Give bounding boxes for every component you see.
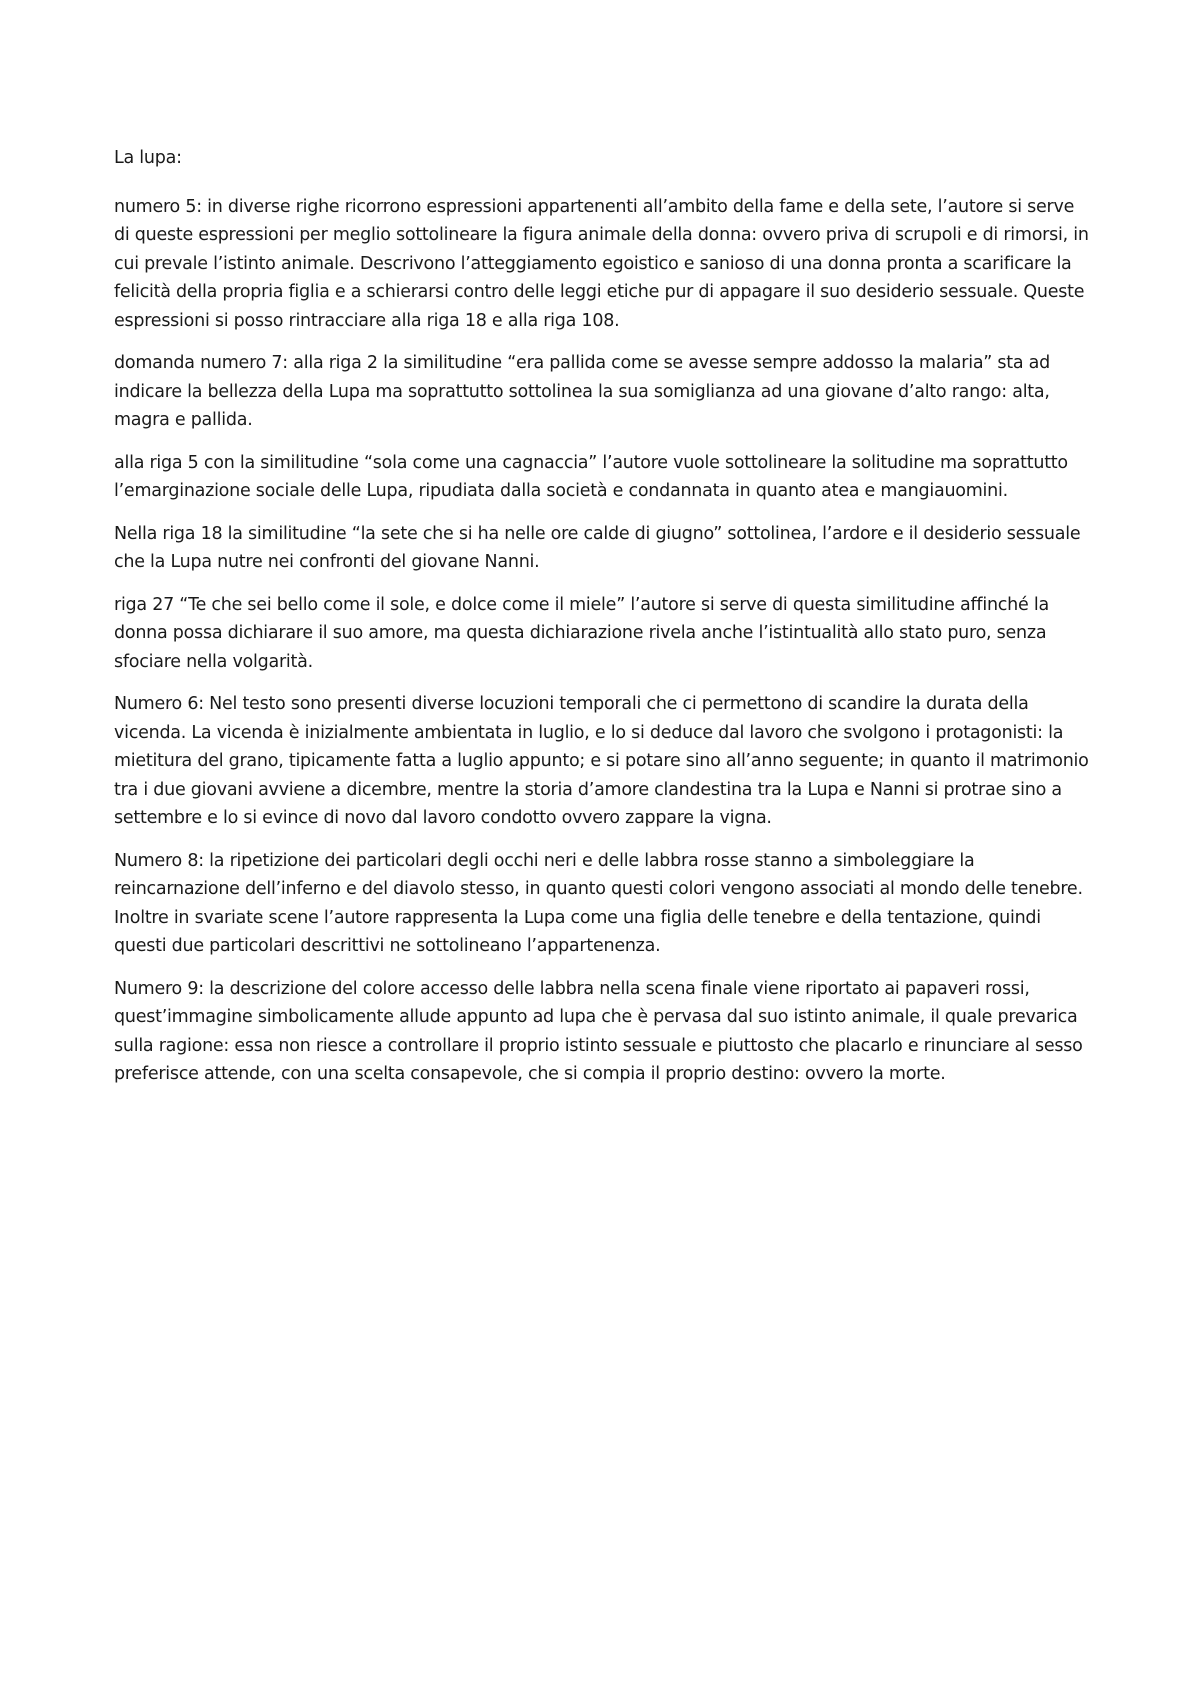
document-title: La lupa:	[114, 148, 182, 168]
paragraph-riga-18: Nella riga 18 la similitudine “la sete che si ha nelle ore calde di giugno” sottolinea, l’ardore e il desiderio sessuale che la Lupa nutre nei confronti del giovane Nanni.	[114, 523, 1081, 572]
paragraph-riga-5: alla riga 5 con la similitudine “sola come una cagnaccia” l’autore vuole sottolineare la solitudine ma soprattutto l’emarginazione sociale delle Lupa, ripudiata dalla società e condannata in quanto atea e mangiauomini.	[114, 452, 1068, 501]
paragraph-domanda-7: domanda numero 7: alla riga 2 la similitudine “era pallida come se avesse sempre addosso la malaria” sta ad indicare la bellezza della Lupa ma soprattutto sottolinea la sua somiglianza ad una giovane d’alto rango: alta, magra e pallida.	[114, 353, 1051, 430]
paragraph-riga-27: riga 27 “Te che sei bello come il sole, e dolce come il miele” l’autore si serve di questa similitudine affinché la donna possa dichiarare il suo amore, ma questa dichiarazione rivela anche l’istintualità allo stato puro, senza sfociare nella volgarità.	[114, 594, 1049, 672]
paragraph-numero-9: Numero 9: la descrizione del colore accesso delle labbra nella scena finale viene riportato ai papaveri rossi, quest’immagine simbolicamente allude appunto ad lupa che è pervasa dal suo istinto animale, il quale prevarica sulla ragione: essa non riesce a controllare il proprio istinto sessuale e piuttosto che placarlo e rinunciare al sesso preferisce attende, con una scelta consapevole, che si compia il proprio destino: ovvero la morte.	[114, 978, 1083, 1084]
document-body	[114, 144, 1094, 1103]
paragraph-numero-6: Numero 6: Nel testo sono presenti diverse locuzioni temporali che ci permettono di scandire la durata della vicenda. La vicenda è inizialmente ambientata in luglio, e lo si deduce dal lavoro che svolgono i protagonisti: la mietitura del grano, tipicamente fatta a luglio appunto; e si potare sino all’anno seguente; in quanto il matrimonio tra i due giovani avviene a dicembre, mentre la storia d’amore clandestina tra la Lupa e Nanni si protrae sino a settembre e lo si evince di novo dal lavoro condotto ovvero zappare la vigna.	[114, 694, 1089, 828]
paragraph-numero-8: Numero 8: la ripetizione dei particolari degli occhi neri e delle labbra rosse stanno a simboleggiare la reincarnazione dell’inferno e del diavolo stesso, in quanto questi colori vengono associati al mondo delle tenebre. Inoltre in svariate scene l’autore rappresenta la Lupa come una figlia delle tenebre e della tentazione, quindi questi due particolari descrittivi ne sottolineano l’appartenenza.	[114, 850, 1083, 956]
paragraph-numero-5: numero 5: in diverse righe ricorrono espressioni appartenenti all’ambito della fame e della sete, l’autore si serve di queste espressioni per meglio sottolineare la figura animale della donna: ovvero priva di scrupoli e di rimorsi, in cui prevale l’istinto animale. Descrivono l’atteggiamento egoistico e sanioso di una donna pronta a scarificare la felicità della propria figlia e a schierarsi contro delle leggi etiche pur di appagare il suo desiderio sessuale. Queste espressioni si posso rintracciare alla riga 18 e alla riga 108.	[114, 196, 1089, 331]
